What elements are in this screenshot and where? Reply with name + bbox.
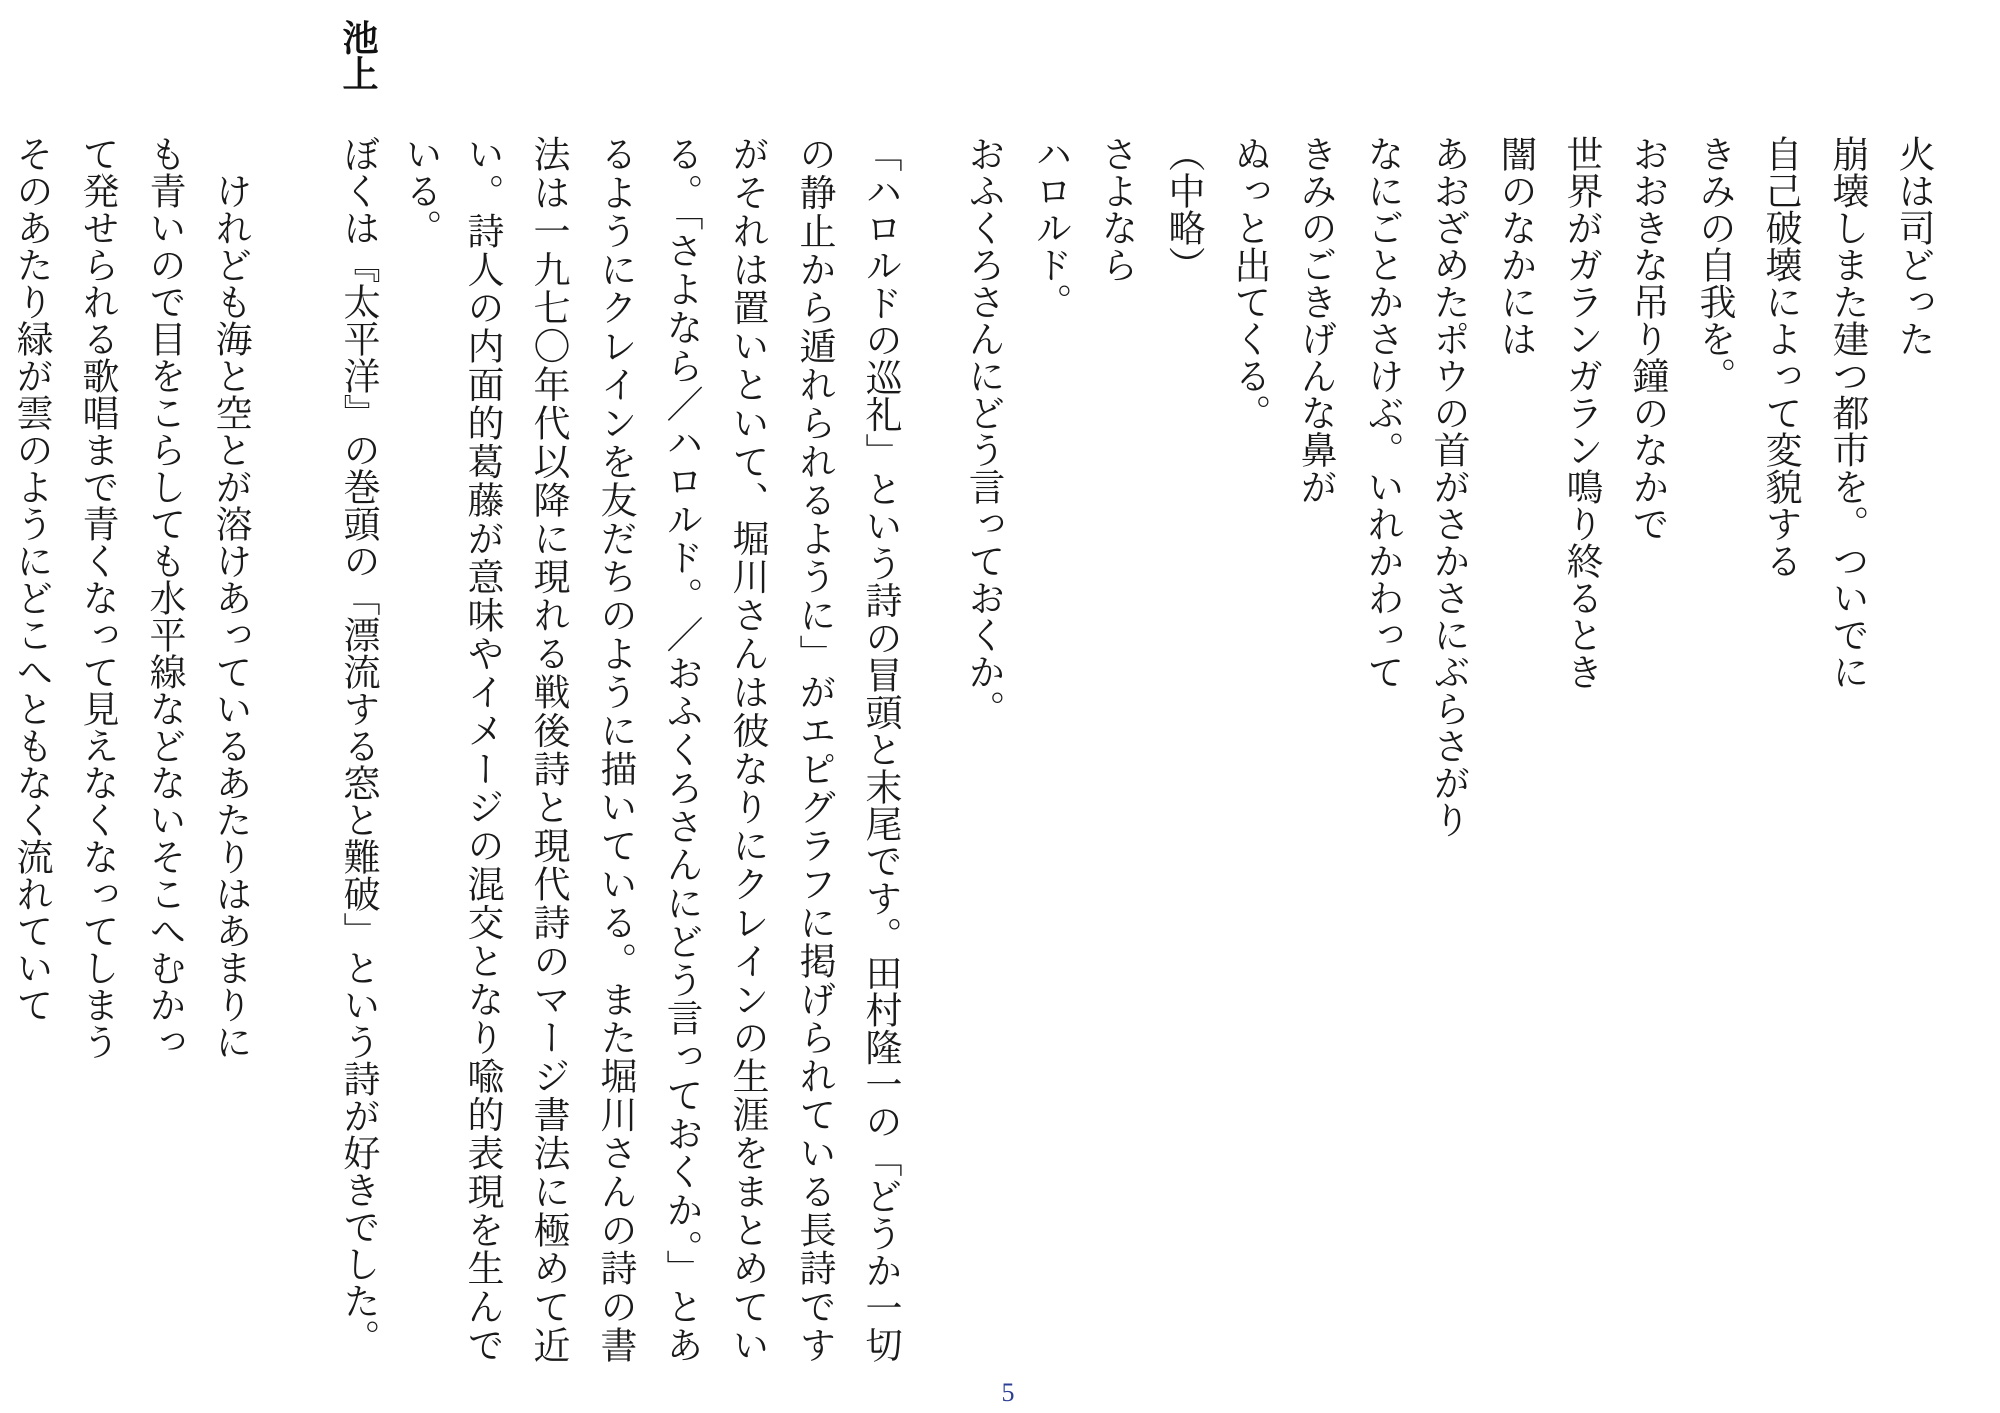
- commentary-line: る。「さよなら／ハロルド。／おふくろさんにどう言っておくか。」とあ: [660, 135, 703, 1363]
- poem-line: 火は司どった: [1892, 135, 1935, 357]
- poem-line: ぬっと出てくる。: [1228, 135, 1271, 431]
- poem-line: 自己破壊によって変貌する: [1759, 135, 1802, 579]
- poem-line: おおきな吊り鐘のなかで: [1626, 135, 1669, 542]
- commentary-line: 「ハロルドの巡礼」という詩の冒頭と末尾です。田村隆一の「どうか一切: [859, 135, 902, 1363]
- commentary-line: い。詩人の内面的葛藤が意味やイメージの混交となり喩的表現を生んで: [461, 135, 504, 1363]
- poem-line: きみのごきげんな鼻が: [1294, 135, 1337, 505]
- poem-line: きみの自我を。: [1693, 135, 1736, 394]
- poem-omission-note: （中略）: [1162, 135, 1205, 283]
- speaker-name: 池上: [337, 19, 379, 91]
- commentary-line: がそれは置いといて、堀川さんは彼なりにクレインの生涯をまとめてい: [726, 135, 769, 1363]
- poem-line: あおざめたポウの首がさかさにぶらさがり: [1427, 135, 1470, 838]
- poem-line: さよなら: [1095, 135, 1138, 283]
- dialogue-line: ぼくは『太平洋』の巻頭の「漂流する窓と難破」という詩が好きでした。: [337, 135, 380, 1356]
- quoted-poem-line: そのあたり緑が雲のようにどこへともなく流れていて: [10, 135, 53, 1023]
- poem-line: なにごとかさけぶ。いれかわって: [1361, 135, 1404, 690]
- poem-line: ハロルド。: [1029, 135, 1072, 320]
- poem-line: 世界がガランガラン鳴り終るとき: [1560, 135, 1603, 690]
- quoted-poem-line: けれども海と空とが溶けあっているあたりはあまりに: [209, 172, 252, 1060]
- poem-line: 崩壊しまた建つ都市を。ついでに: [1826, 135, 1869, 690]
- poem-line: おふくろさんにどう言っておくか。: [962, 135, 1005, 727]
- page-number: 5: [1001, 1378, 1015, 1407]
- commentary-line: いる。: [399, 135, 442, 246]
- commentary-line: の静止から遁れられるように」がエピグラフに掲げられている長詩です: [793, 135, 836, 1363]
- quoted-poem-line: も青いので目をこらしても水平線などないそこへむかっ: [143, 135, 186, 1060]
- poem-line: 闇のなかには: [1494, 135, 1537, 357]
- commentary-line: 法は一九七〇年代以降に現れる戦後詩と現代詩のマージ書法に極めて近: [527, 135, 570, 1363]
- quoted-poem-line: て発せられる歌唱まで青くなって見えなくなってしまう: [76, 135, 119, 1060]
- commentary-line: るようにクレインを友だちのように描いている。また堀川さんの詩の書: [594, 135, 637, 1363]
